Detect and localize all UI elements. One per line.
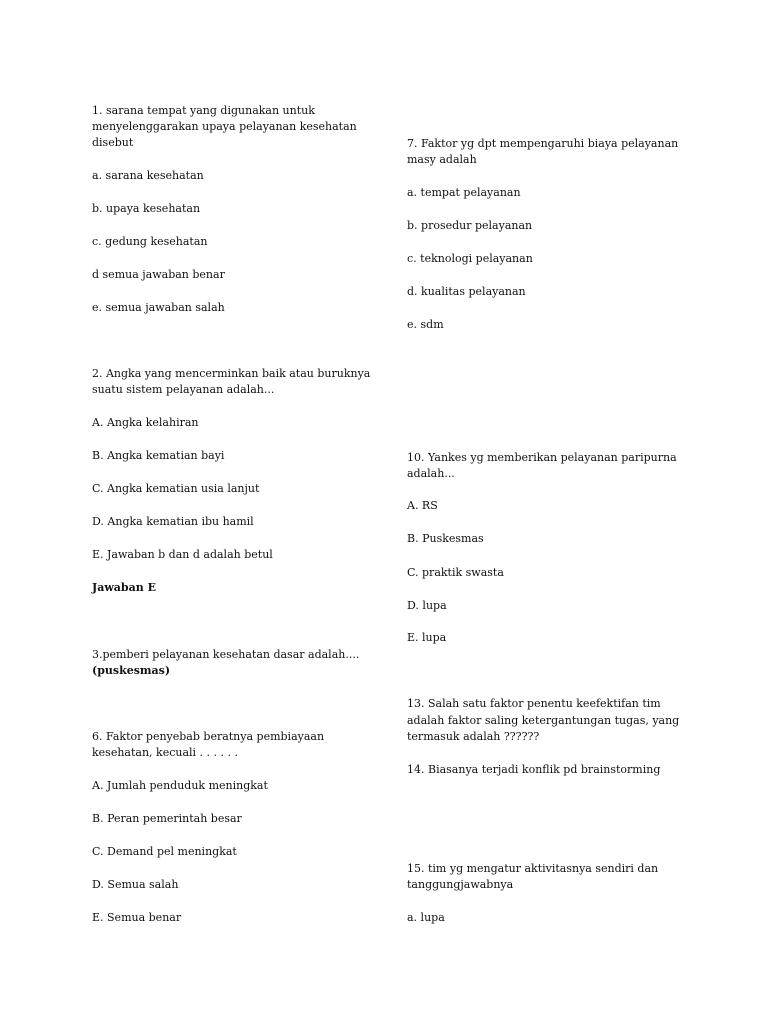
q7-option-b: b. prosedur pelayanan xyxy=(407,219,533,232)
q13-stem-line-1: 13. Salah satu faktor penentu keefektifan tim xyxy=(407,697,661,710)
q1-option-e: e. semua jawaban salah xyxy=(92,301,225,314)
q7-stem-line-1: 7. Faktor yg dpt mempengaruhi biaya pelayanan xyxy=(407,137,679,150)
q10-option-c: C. praktik swasta xyxy=(407,566,504,579)
q2-option-e: E. Jawaban b dan d adalah betul xyxy=(92,548,273,561)
q1-option-c: c. gedung kesehatan xyxy=(92,235,208,248)
q1-stem-line-1: 1. sarana tempat yang digunakan untuk xyxy=(92,104,315,117)
q10-option-e: E. lupa xyxy=(407,631,447,644)
q13-stem-line-2: adalah faktor saling ketergantungan tugas, yang xyxy=(407,714,680,727)
q10-option-b: B. Puskesmas xyxy=(407,532,484,545)
q7-option-a: a. tempat pelayanan xyxy=(407,186,521,199)
q6-option-d: D. Semua salah xyxy=(92,878,179,891)
q6-option-a: A. Jumlah penduduk meningkat xyxy=(92,779,268,792)
q1-option-a: a. sarana kesehatan xyxy=(92,169,204,182)
q10-stem-line-2: adalah... xyxy=(407,467,455,480)
q6-stem-line-2: kesehatan, kecuali . . . . . . xyxy=(92,746,239,759)
q2-stem-line-2: suatu sistem pelayanan adalah... xyxy=(92,383,275,396)
q7-option-c: c. teknologi pelayanan xyxy=(407,252,533,265)
q15-stem-line-2: tanggungjawabnya xyxy=(407,878,514,891)
q2-stem-line-1: 2. Angka yang mencerminkan baik atau buruknya xyxy=(92,367,371,380)
q6-stem-line-1: 6. Faktor penyebab beratnya pembiayaan xyxy=(92,730,325,743)
q1-stem-line-2: menyelenggarakan upaya pelayanan kesehatan xyxy=(92,120,357,133)
q3-stem: 3.pemberi pelayanan kesehatan dasar adalah.... xyxy=(92,648,360,661)
q1-stem-line-3: disebut xyxy=(92,136,134,149)
q6-option-e: E. Semua benar xyxy=(92,911,182,924)
q3-answer: (puskesmas) xyxy=(92,664,171,677)
q7-option-e: e. sdm xyxy=(407,318,444,331)
q15-option-a: a. lupa xyxy=(407,911,445,924)
q13-stem-line-3: termasuk adalah ?????? xyxy=(407,730,540,743)
q2-option-d: D. Angka kematian ibu hamil xyxy=(92,515,254,528)
q14-stem: 14. Biasanya terjadi konflik pd brainstorming xyxy=(407,763,661,776)
q6-option-c: C. Demand pel meningkat xyxy=(92,845,237,858)
q1-option-d: d semua jawaban benar xyxy=(92,268,225,281)
q10-option-a: A. RS xyxy=(407,499,438,512)
q1-option-b: b. upaya kesehatan xyxy=(92,202,201,215)
q6-option-b: B. Peran pemerintah besar xyxy=(92,812,242,825)
q2-option-c: C. Angka kematian usia lanjut xyxy=(92,482,260,495)
q2-option-b: B. Angka kematian bayi xyxy=(92,449,225,462)
q7-option-d: d. kualitas pelayanan xyxy=(407,285,526,298)
q7-stem-line-2: masy adalah xyxy=(407,153,477,166)
q15-stem-line-1: 15. tim yg mengatur aktivitasnya sendiri dan xyxy=(407,862,659,875)
q10-stem-line-1: 10. Yankes yg memberikan pelayanan paripurna xyxy=(407,451,677,464)
q10-option-d: D. lupa xyxy=(407,599,447,612)
q2-answer: Jawaban E xyxy=(92,581,156,594)
q2-option-a: A. Angka kelahiran xyxy=(92,416,199,429)
